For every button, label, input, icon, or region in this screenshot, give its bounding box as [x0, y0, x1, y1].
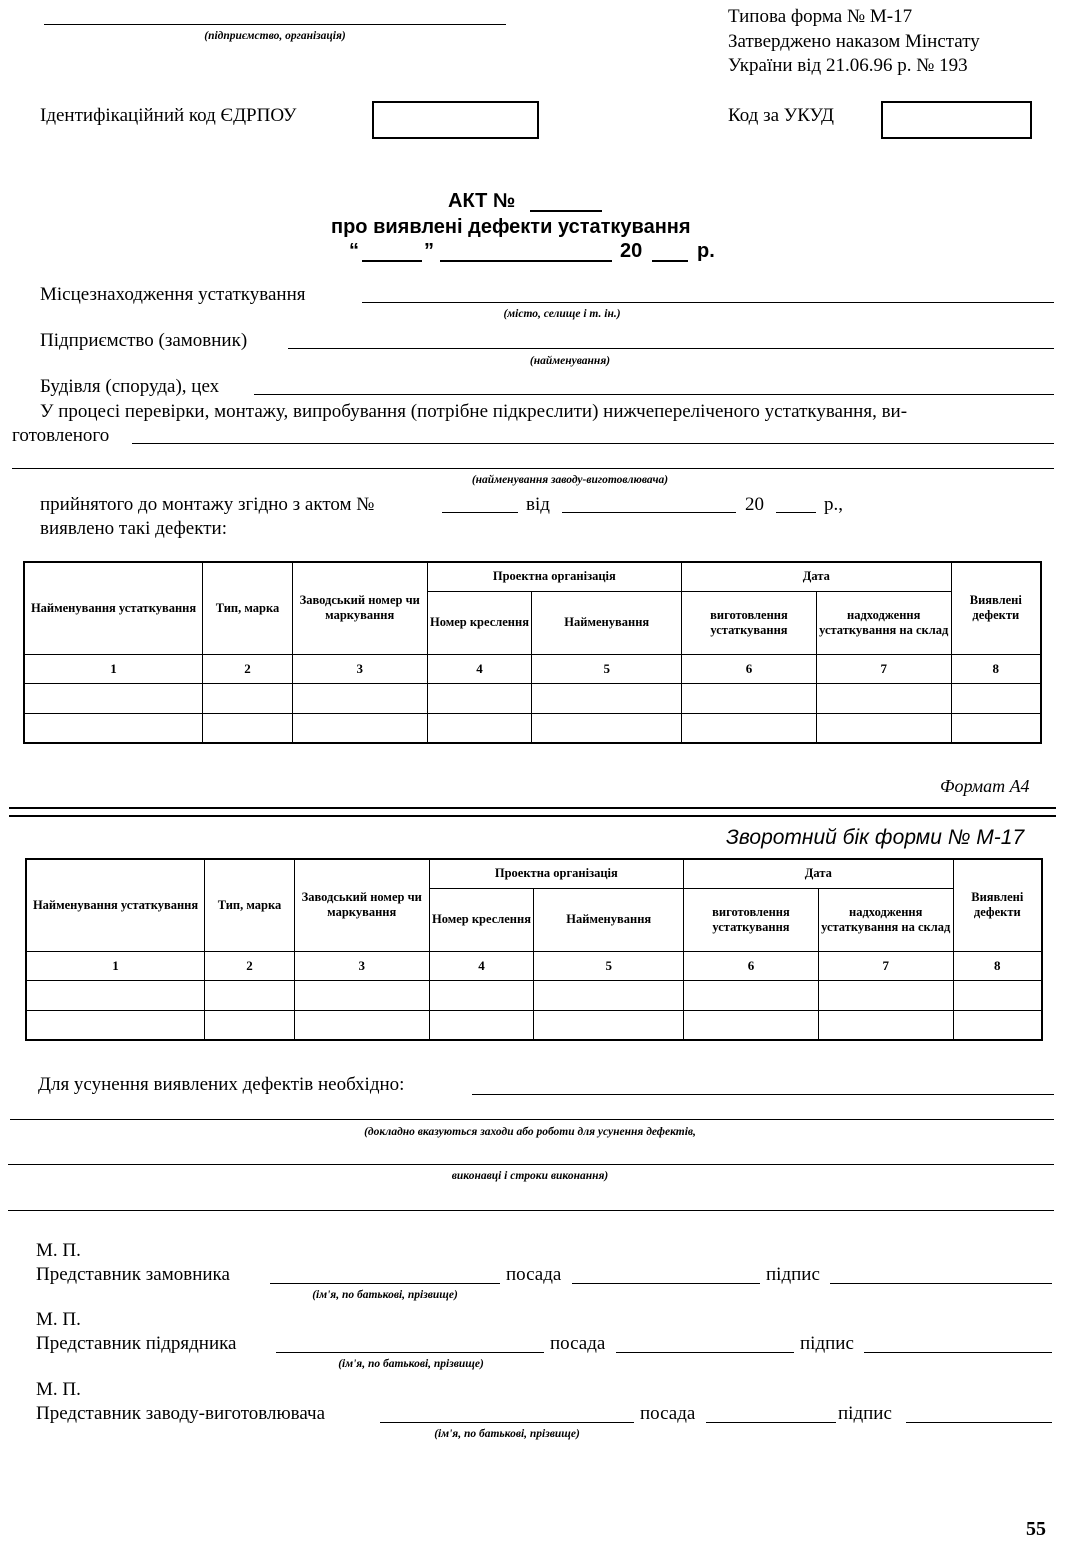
remedy-field[interactable] — [472, 1094, 1054, 1095]
location-caption: (місто, селище і т. ін.) — [503, 308, 621, 320]
contractor-rep-label: Представник підрядника — [36, 1333, 237, 1354]
col-number: 4 — [429, 951, 534, 980]
form-type: Типова форма № М-17 — [728, 6, 913, 27]
contractor-sign-label: підпис — [800, 1333, 854, 1354]
col-number: 1 — [26, 951, 205, 980]
table-cell[interactable] — [26, 980, 205, 1010]
table-cell[interactable] — [294, 980, 429, 1010]
defects-found-label: виявлено такі дефекти: — [40, 518, 227, 539]
organization-line[interactable] — [44, 24, 506, 25]
approved-date: України від 21.06.96 р. № 193 — [728, 55, 968, 76]
table-cell[interactable] — [951, 683, 1041, 713]
col-number: 3 — [294, 951, 429, 980]
table-cell[interactable] — [292, 713, 427, 743]
col-manufacture-date: виготовлення устаткування — [684, 888, 819, 951]
contractor-name-caption: (ім'я, по батькові, прізвище) — [338, 1358, 484, 1370]
manufacturer-position-field[interactable] — [706, 1422, 836, 1423]
group-project-org: Проектна організація — [427, 562, 682, 591]
act-ref-number-field[interactable] — [442, 512, 518, 513]
table-cell[interactable] — [294, 1010, 429, 1040]
page-separator-bottom — [9, 815, 1056, 817]
table-cell[interactable] — [24, 683, 203, 713]
col-number: 2 — [205, 951, 295, 980]
made-field[interactable] — [132, 443, 1054, 444]
group-project-org: Проектна організація — [429, 859, 684, 888]
act-number-line[interactable] — [530, 210, 602, 212]
col-number: 7 — [818, 951, 953, 980]
stamp-place-manufacturer: М. П. — [36, 1379, 81, 1400]
edrpou-label: Ідентифікаційний код ЄДРПОУ — [40, 105, 297, 126]
col-project-name: Найменування — [532, 591, 682, 654]
process-text: У процесі перевірки, монтажу, випробування (потрібне підкреслити) нижчепереліченого устаткування, ви- — [40, 401, 908, 422]
col-defects: Виявлені дефекти — [953, 859, 1042, 951]
table-cell[interactable] — [427, 683, 532, 713]
group-date: Дата — [682, 562, 952, 591]
table-cell[interactable] — [429, 1010, 534, 1040]
manufacturer-field[interactable] — [12, 468, 1054, 469]
col-arrival-date: надходження устаткування на склад — [818, 888, 953, 951]
table-cell[interactable] — [26, 1010, 205, 1040]
contractor-position-field[interactable] — [616, 1352, 794, 1353]
enterprise-field[interactable] — [288, 348, 1054, 349]
col-manufacture-date: виготовлення устаткування — [682, 591, 817, 654]
table-cell[interactable] — [534, 980, 684, 1010]
format-label: Формат А4 — [940, 776, 1030, 796]
col-number: 8 — [953, 951, 1042, 980]
defects-table — [23, 561, 1042, 744]
col-number: 8 — [951, 654, 1041, 683]
manufacturer-caption: (найменування заводу-виготовлювача) — [471, 474, 669, 486]
col-number: 3 — [292, 654, 427, 683]
table-row — [24, 713, 1041, 743]
table-cell[interactable] — [953, 1010, 1042, 1040]
table-cell[interactable] — [684, 1010, 819, 1040]
customer-position-field[interactable] — [572, 1283, 760, 1284]
date-close-quote: ” — [424, 240, 434, 262]
col-drawing-number: Номер креслення — [429, 888, 534, 951]
table-cell[interactable] — [953, 980, 1042, 1010]
date-month-line[interactable] — [440, 260, 612, 262]
col-number: 6 — [682, 654, 817, 683]
act-ref-date-field[interactable] — [562, 512, 736, 513]
remedy-field-2[interactable] — [10, 1119, 1054, 1120]
act-title: АКТ № — [448, 190, 516, 212]
act-subtitle: про виявлені дефекти устаткування — [331, 216, 691, 238]
table-cell[interactable] — [427, 713, 532, 743]
date-day-line[interactable] — [362, 260, 422, 262]
table-row — [26, 980, 1042, 1010]
col-factory-number: Заводський номер чи маркування — [294, 859, 429, 951]
manufacturer-name-field[interactable] — [380, 1422, 634, 1423]
table-cell[interactable] — [951, 713, 1041, 743]
group-date: Дата — [684, 859, 954, 888]
remedy-field-4[interactable] — [8, 1210, 1054, 1211]
date-open-quote: “ — [349, 240, 359, 262]
table-cell[interactable] — [203, 683, 293, 713]
contractor-position-label: посада — [550, 1333, 606, 1354]
table-cell[interactable] — [818, 1010, 953, 1040]
table-cell[interactable] — [684, 980, 819, 1010]
col-number: 4 — [427, 654, 532, 683]
table-cell[interactable] — [682, 713, 817, 743]
table-row — [24, 683, 1041, 713]
building-label: Будівля (споруда), цех — [40, 376, 220, 397]
manufacturer-name-caption: (ім'я, по батькові, прізвище) — [434, 1428, 580, 1440]
table-cell[interactable] — [816, 713, 951, 743]
table-cell[interactable] — [682, 683, 817, 713]
made-label: готовленого — [12, 425, 110, 446]
enterprise-caption: (найменування) — [529, 355, 611, 367]
accepted-label: прийнятого до монтажу згідно з актом № — [40, 494, 375, 515]
page-number: 55 — [1026, 1518, 1046, 1540]
organization-caption: (підприємство, організація) — [204, 30, 346, 42]
table-cell[interactable] — [532, 683, 682, 713]
act-ref-year-prefix: 20 — [745, 494, 764, 515]
reverse-side-title: Зворотний бік форми № М-17 — [726, 826, 1025, 849]
table-cell[interactable] — [292, 683, 427, 713]
customer-signature-field[interactable] — [830, 1283, 1052, 1284]
customer-sign-label: підпис — [766, 1264, 820, 1285]
table-cell[interactable] — [24, 713, 203, 743]
location-field[interactable] — [362, 302, 1054, 303]
table-cell[interactable] — [205, 980, 295, 1010]
location-label: Місцезнаходження устаткування — [40, 284, 306, 305]
table-cell[interactable] — [534, 1010, 684, 1040]
approved-text: Затверджено наказом Мінстату — [728, 31, 980, 52]
ukud-code-box[interactable] — [881, 101, 1032, 139]
date-year-prefix: 20 — [620, 240, 643, 262]
col-number: 1 — [24, 654, 203, 683]
act-ref-year-field[interactable] — [776, 512, 816, 513]
building-field[interactable] — [254, 394, 1054, 395]
table-cell[interactable] — [532, 713, 682, 743]
page-separator-top — [9, 807, 1056, 809]
remedy-caption-2: виконавці і строки виконання) — [451, 1170, 609, 1182]
date-year-line[interactable] — [652, 260, 688, 262]
table-cell[interactable] — [205, 1010, 295, 1040]
date-year-suffix: р. — [697, 240, 715, 262]
remedy-caption-1: (докладно вказуються заходи або роботи для усунення дефектів, — [364, 1126, 696, 1138]
manufacturer-signature-field[interactable] — [906, 1422, 1052, 1423]
col-number: 7 — [816, 654, 951, 683]
col-equipment-name: Найменування устаткування — [26, 859, 205, 951]
customer-name-caption: (ім'я, по батькові, прізвище) — [312, 1289, 458, 1301]
col-factory-number: Заводський номер чи маркування — [292, 562, 427, 654]
defects-table-reverse — [25, 858, 1043, 1041]
ukud-label: Код за УКУД — [728, 105, 835, 126]
edrpou-code-box[interactable] — [372, 101, 539, 139]
table-cell[interactable] — [818, 980, 953, 1010]
table-cell[interactable] — [429, 980, 534, 1010]
col-number: 5 — [532, 654, 682, 683]
col-defects: Виявлені дефекти — [951, 562, 1041, 654]
customer-name-field[interactable] — [270, 1283, 500, 1284]
remedy-label: Для усунення виявлених дефектів необхідно: — [38, 1074, 405, 1095]
col-project-name: Найменування — [534, 888, 684, 951]
contractor-name-field[interactable] — [276, 1352, 544, 1353]
manufacturer-sign-label: підпис — [838, 1403, 892, 1424]
col-type: Тип, марка — [203, 562, 293, 654]
remedy-field-3[interactable] — [8, 1164, 1054, 1165]
col-equipment-name: Найменування устаткування — [24, 562, 203, 654]
table-cell[interactable] — [816, 683, 951, 713]
table-cell[interactable] — [203, 713, 293, 743]
stamp-place-contractor: М. П. — [36, 1309, 81, 1330]
customer-position-label: посада — [506, 1264, 562, 1285]
customer-rep-label: Представник замовника — [36, 1264, 230, 1285]
col-number: 6 — [684, 951, 819, 980]
stamp-place-customer: М. П. — [36, 1240, 81, 1261]
col-type: Тип, марка — [205, 859, 295, 951]
col-number: 2 — [203, 654, 293, 683]
enterprise-label: Підприємство (замовник) — [40, 330, 248, 351]
col-number: 5 — [534, 951, 684, 980]
from-label: від — [526, 494, 550, 515]
manufacturer-position-label: посада — [640, 1403, 696, 1424]
col-arrival-date: надходження устаткування на склад — [816, 591, 951, 654]
contractor-signature-field[interactable] — [864, 1352, 1052, 1353]
table-row — [26, 1010, 1042, 1040]
act-ref-year-suffix: р., — [824, 494, 843, 515]
manufacturer-rep-label: Представник заводу-виготовлювача — [36, 1403, 326, 1424]
col-drawing-number: Номер креслення — [427, 591, 532, 654]
